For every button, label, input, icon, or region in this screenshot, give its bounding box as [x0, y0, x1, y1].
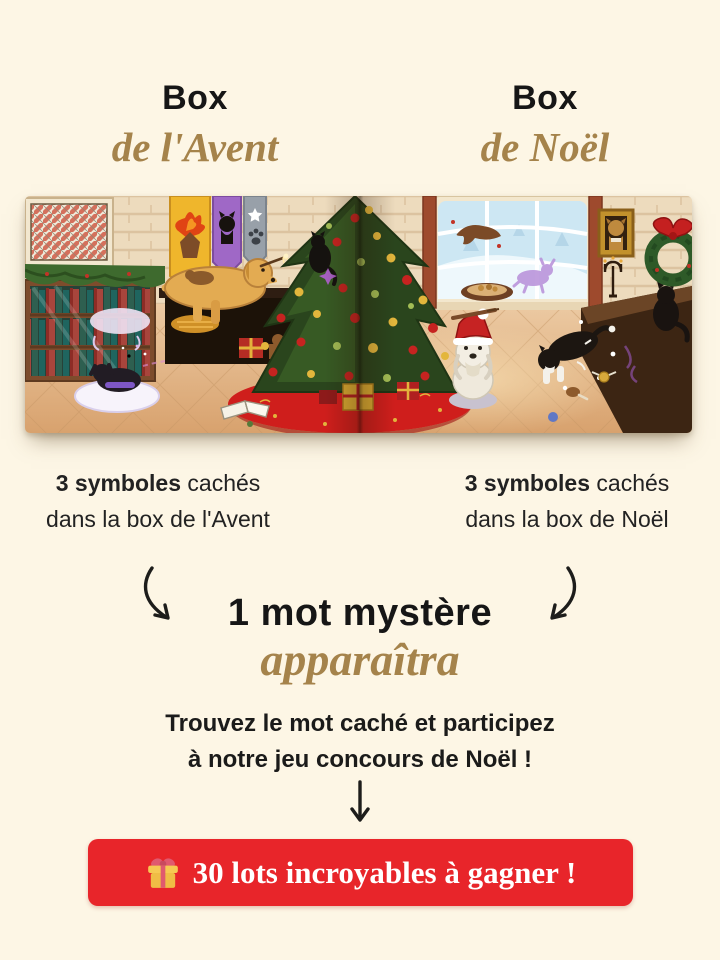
header-avent-subtitle: de l'Avent [111, 124, 279, 171]
header-noel-subtitle: de Noël [480, 124, 610, 171]
caption-noel-line1: 3 symboles cachés [464, 470, 670, 496]
prize-banner-text: 30 lots incroyables à gagner ! [192, 854, 577, 890]
christmas-scene-illustration [25, 196, 692, 433]
cta-line1: Trouvez le mot caché et participez [165, 710, 555, 737]
box-illustration [25, 196, 692, 433]
book-spine-fold [325, 196, 395, 433]
header-noel-title: Box [512, 79, 578, 117]
library-window [25, 198, 113, 268]
caption-avent-line2: dans la box de l'Avent [46, 505, 270, 532]
mystery-subtitle: apparaîtra [260, 634, 460, 685]
caption-noel-line2: dans la box de Noël [465, 505, 669, 532]
gift-icon [145, 855, 181, 891]
caption-avent-line1: 3 symboles cachés [55, 470, 261, 496]
cta-line2: à notre jeu concours de Noël ! [187, 746, 533, 773]
caption-avent [18, 466, 298, 537]
caption-noel [427, 466, 707, 537]
mystery-word-block [0, 592, 720, 683]
mystery-title: 1 mot mystère [227, 592, 493, 634]
bay-window [430, 196, 595, 310]
cta-text [0, 706, 720, 778]
header-avent-title: Box [162, 79, 228, 117]
prize-banner[interactable] [88, 839, 633, 906]
dog-portrait [599, 210, 633, 256]
down-arrow-icon [348, 780, 372, 826]
header-box-avent [55, 80, 335, 170]
header-box-noel [405, 80, 685, 170]
